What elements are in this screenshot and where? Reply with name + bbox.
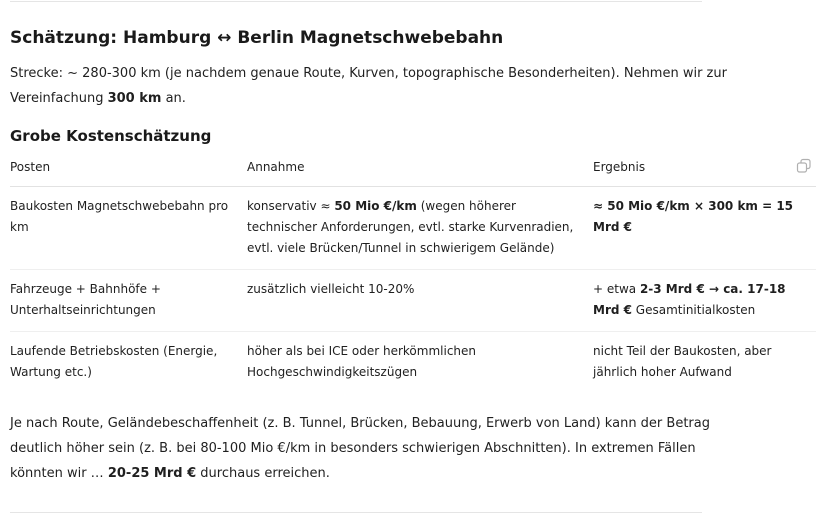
annahme-bold: 50 Mio €/km [334, 199, 417, 213]
ergebnis-text-before: + etwa [593, 282, 640, 296]
cost-table [10, 152, 816, 393]
cell-annahme [247, 270, 593, 332]
annahme-text-before: höher als bei ICE oder herkömmlichen Hochgeschwindigkeitszügen [247, 344, 477, 379]
column-header-annahme: Annahme [247, 152, 593, 187]
page-title: Schätzung: Hamburg ↔ Berlin Magnetschwebebahn [10, 28, 504, 48]
ergebnis-text-after: Gesamtinitialkosten [631, 303, 756, 317]
ergebnis-bold: 2-3 Mrd € → ca. 17-18 Mrd € [593, 282, 786, 317]
table-row [10, 270, 816, 332]
ergebnis-bold: ≈ 50 Mio €/km × 300 km = 15 Mrd € [593, 199, 794, 234]
column-header-ergebnis [593, 152, 816, 187]
annahme-text-before: zusätzlich vielleicht 10-20% [247, 282, 415, 296]
annahme-text-after: (wegen höherer technischer Anforderungen, evtl. starke Kurvenradien, evtl. viele Brücken/Tunnel in schwierigem Gelände) [247, 199, 574, 255]
copy-icon[interactable] [796, 158, 812, 174]
annahme-text-before: konservativ ≈ [247, 199, 335, 213]
outro-paragraph [10, 411, 710, 486]
table-header-row [10, 152, 816, 187]
cell-ergebnis [593, 187, 816, 270]
outro-text-before: Je nach Route, Geländebeschaffenheit (z. B. Tunnel, Brücken, Bebauung, Erwerb von Land) kann der Betrag deutlich höher sein (z. B. bei 80-100 Mio €/km in besonders schwierigen Abschnitten). In extremen Fällen könnten wir … [10, 416, 710, 481]
section-heading: Grobe Kostenschätzung [10, 127, 212, 145]
top-divider [10, 1, 702, 2]
cell-annahme [247, 332, 593, 394]
outro-bold: 20-25 Mrd € [107, 466, 197, 481]
cell-posten: Fahrzeuge + Bahnhöfe + Unterhaltseinrichtungen [10, 270, 247, 332]
ergebnis-text-before: nicht Teil der Baukosten, aber jährlich hoher Aufwand [593, 344, 772, 379]
table-row [10, 187, 816, 270]
intro-text-before: Strecke: ~ 280-300 km (je nachdem genaue Route, Kurven, topographische Besonderheiten). Nehmen wir zur Vereinfachung [10, 66, 727, 106]
intro-text-after: an. [161, 91, 186, 106]
column-header-posten: Posten [10, 152, 247, 187]
cell-posten: Baukosten Magnetschwebebahn pro km [10, 187, 247, 270]
cell-ergebnis [593, 270, 816, 332]
cell-posten: Laufende Betriebskosten (Energie, Wartung etc.) [10, 344, 218, 379]
column-header-ergebnis-label: Ergebnis [593, 160, 646, 174]
outro-text-after: durchaus erreichen. [196, 466, 330, 481]
intro-bold: 300 km [107, 91, 162, 106]
bottom-divider [10, 512, 702, 513]
cell-annahme [247, 187, 593, 270]
cost-table-container [10, 152, 816, 393]
intro-paragraph [10, 61, 730, 111]
table-row [10, 332, 816, 394]
cell-ergebnis [593, 332, 816, 394]
